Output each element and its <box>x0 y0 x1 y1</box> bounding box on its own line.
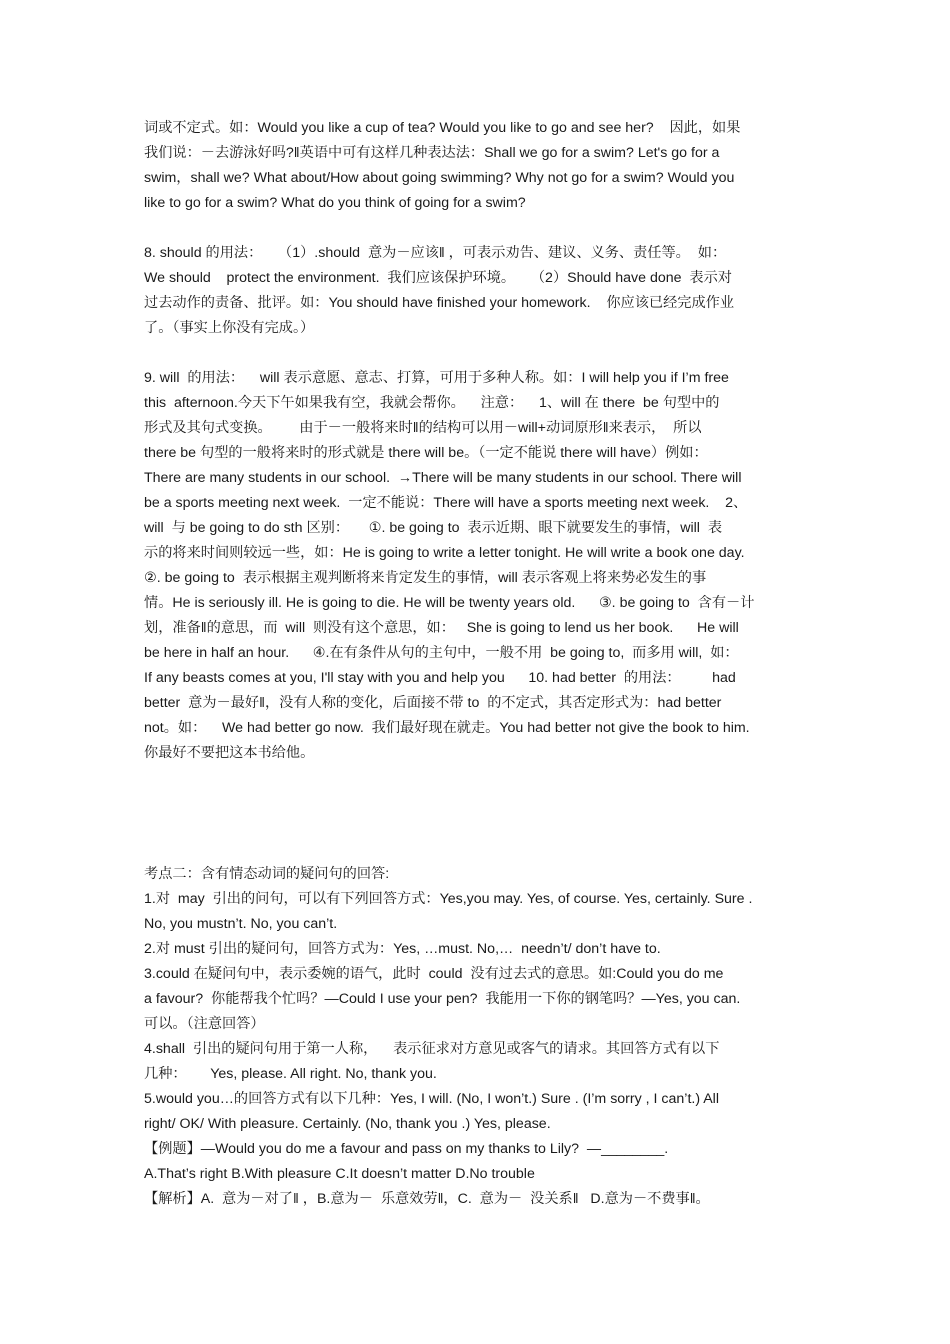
text-line: 词或不定式。如：Would you like a cup of tea? Would you like to go and see her? 因此，如果 <box>144 120 741 136</box>
text-line: right/ OK/ With pleasure. Certainly. (No, thank you .) Yes, please. <box>144 1116 551 1132</box>
text-line: No, you mustn’t. No, you can’t. <box>144 916 338 932</box>
text-line: 过去动作的责备、批评。如：You should have finished your homework. 你应该已经完成作业 <box>144 295 735 311</box>
text-line: 1.对 may 引出的问句，可以有下列回答方式：Yes,you may. Yes, of course. Yes, certainly. Sure . <box>144 891 753 907</box>
text-line: ②. be going to 表示根据主观判断将来肯定发生的事情，will 表示客观上将来势必发生的事 <box>144 570 707 586</box>
text-line: 8. should 的用法： （1）.should 意为－应该‖ ，可表示劝告、建议、义务、责任等。 如： <box>144 245 727 261</box>
text-line: a favour? 你能帮我个忙吗？—Could I use your pen? 我能用一下你的钢笔吗？—Yes, you can. <box>144 991 741 1007</box>
text-line: 3.could 在疑问句中，表示委婉的语气，此时 could 没有过去式的意思。如:Could you do me <box>144 966 724 982</box>
text-line: 我们说：－去游泳好吗?‖英语中可有这样几种表达法：Shall we go for a swim? Let's go for a <box>144 145 720 161</box>
text-line: will 与 be going to do sth 区别： ①. be going to 表示近期、眼下就要发生的事情，will 表 <box>144 520 723 536</box>
text-line: be here in half an hour. ④.在有条件从句的主句中，一般不用 be going to, 而多用 will, 如： <box>144 645 739 661</box>
text-line: swim，shall we? What about/How about going swimming? Why not go for a swim? Would you <box>144 170 735 186</box>
text-line: there be 句型的一般将来时的形式就是 there will be。（一定不能说 there will have）例如： <box>144 445 708 461</box>
text-line: 你最好不要把这本书给他。 <box>144 745 315 761</box>
text-line: 情。He is seriously ill. He is going to die. He will be twenty years old. ③. be going to 含有－计 <box>144 595 755 611</box>
text-line: 了。（事实上你没有完成。） <box>144 320 315 336</box>
text-line: 几种： Yes, please. All right. No, thank you. <box>144 1066 437 1082</box>
section-heading: 考点二：含有情态动词的疑问句的回答: <box>144 866 390 882</box>
section-modal-question-answers <box>144 862 808 1212</box>
text-line: like to go for a swim? What do you think of going for a swim? <box>144 195 526 211</box>
example-question: 【例题】—Would you do me a favour and pass on my thanks to Lily? —________. <box>144 1141 669 1157</box>
paragraph-will-usage <box>144 366 808 766</box>
text-line: 4.shall 引出的疑问句用于第一人称， 表示征求对方意见或客气的请求。其回答方式有以下 <box>144 1041 720 1057</box>
text-line: We should protect the environment. 我们应该保护环境。 （2）Should have done 表示对 <box>144 270 732 286</box>
text-line: 划，准备‖的意思，而 will 则没有这个意思，如： She is going to lend us her book. He will <box>144 620 739 636</box>
text-line: 可以。（注意回答） <box>144 1016 265 1032</box>
text-line: be a sports meeting next week. 一定不能说：There will have a sports meeting next week. 2、 <box>144 495 748 511</box>
text-line: not。如： We had better go now. 我们最好现在就走。You had better not give the book to him. <box>144 720 750 736</box>
text-line: 5.would you…的回答方式有以下几种：Yes, I will. (No, I won’t.) Sure . (I’m sorry , I can’t.) All <box>144 1091 719 1107</box>
text-line: 形式及其句式变换。 由于－一般将来时‖的结构可以用－will+动词原形‖来表示， 所以 <box>144 420 702 436</box>
text-line: 9. will 的用法： will 表示意愿、意志、打算，可用于多种人称。如：I will help you if I’m free <box>144 370 729 386</box>
text-line: 示的将来时间则较远一些，如：He is going to write a letter tonight. He will write a book one day. <box>144 545 745 561</box>
text-line: There are many students in our school. →There will be many students in our school. There will <box>144 470 742 486</box>
example-options: A.That’s right B.With pleasure C.It doesn’t matter D.No trouble <box>144 1166 535 1182</box>
paragraph-should-usage <box>144 241 808 341</box>
text-line: this afternoon.今天下午如果我有空，我就会帮你。 注意： 1、will 在 there be 句型中的 <box>144 395 720 411</box>
example-explanation: 【解析】A. 意为－对了‖ ，B.意为－ 乐意效劳‖，C. 意为－ 没关系‖ D.意为－不费事‖。 <box>144 1191 710 1207</box>
text-line: 2.对 must 引出的疑问句，回答方式为：Yes, …must. No,… needn’t/ don’t have to. <box>144 941 661 957</box>
text-line: better 意为－最好‖，没有人称的变化，后面接不带 to 的不定式，其否定形式为：had better <box>144 695 722 711</box>
text-line: If any beasts comes at you, I'll stay with you and help you 10. had better 的用法： had <box>144 670 736 686</box>
paragraph-shall-expressions <box>144 116 808 216</box>
